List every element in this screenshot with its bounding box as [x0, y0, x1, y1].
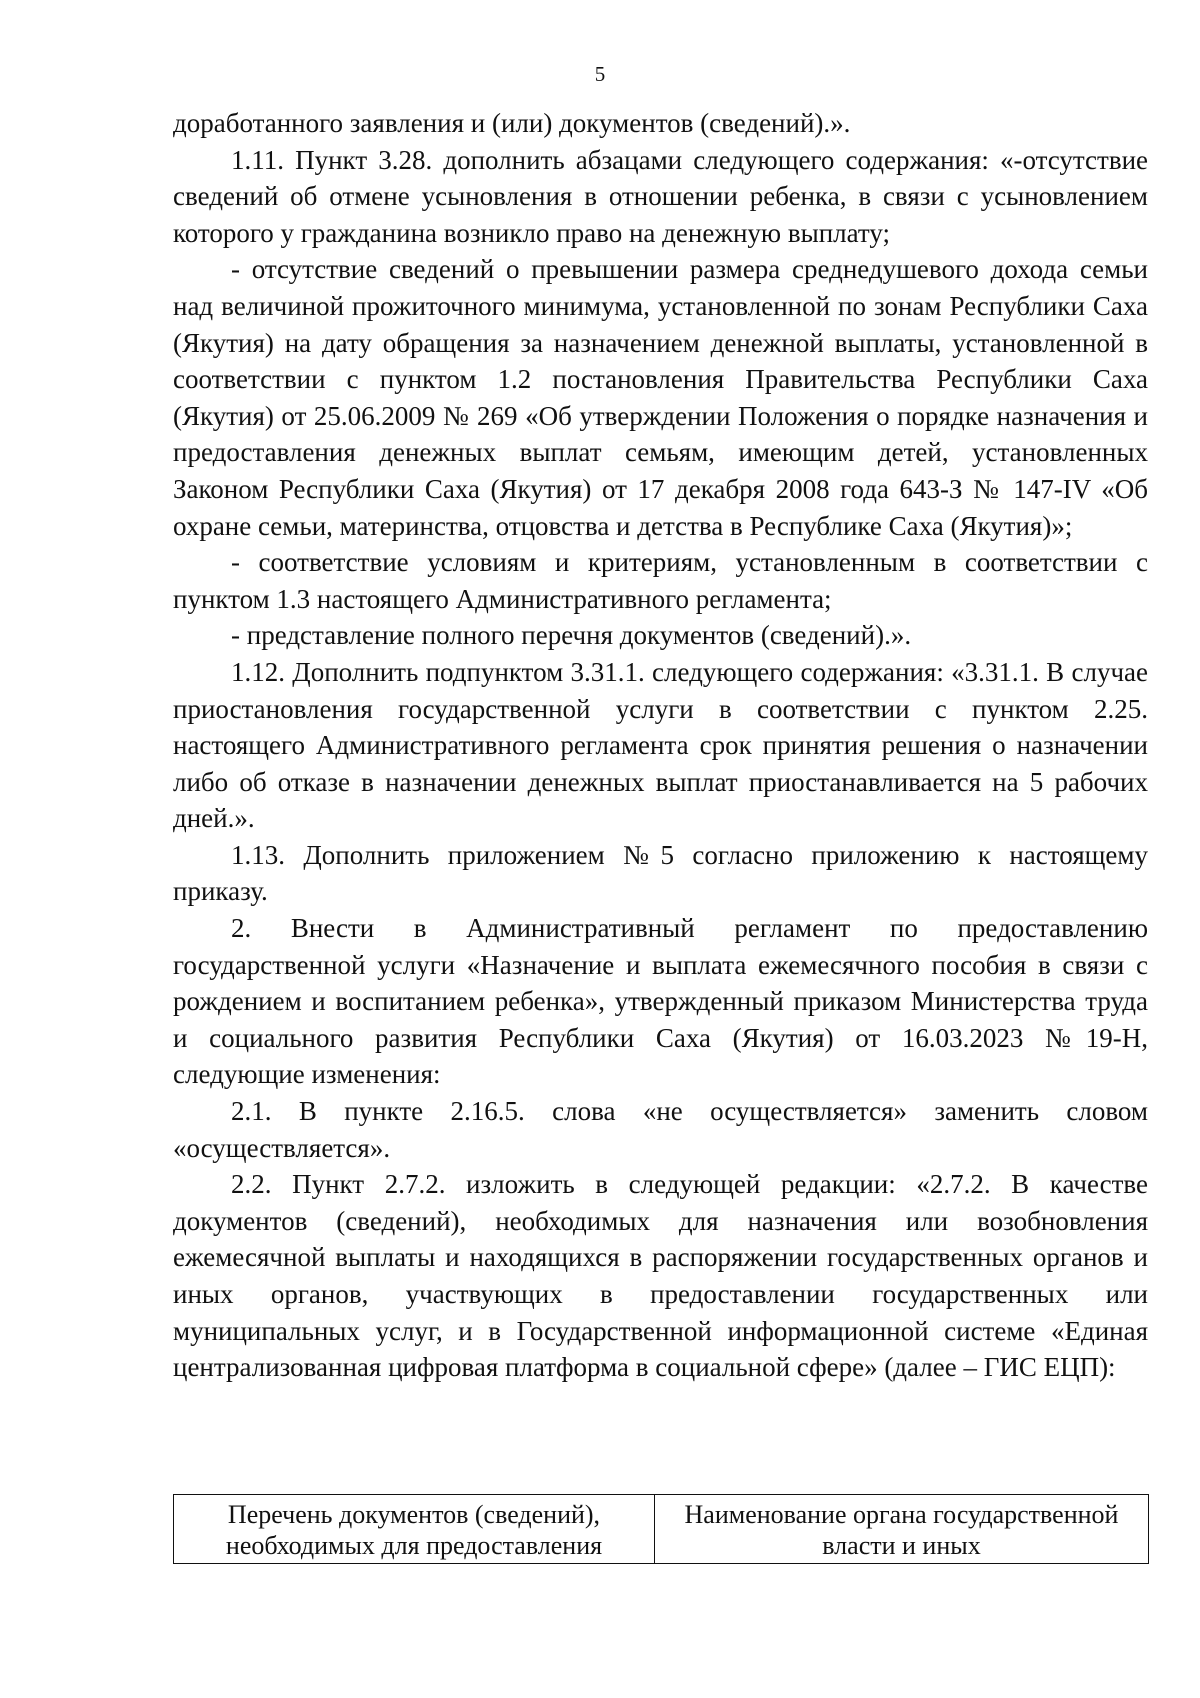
document-body [173, 105, 1148, 1386]
paragraph-2: 2. Внести в Административный регламент по предоставлению государственной услуги «Назначение и выплата ежемесячного пособия в связи с рождением и воспитанием ребенка», утвержденный приказом Министерства труда и социального развития Республики Саха (Якутия) от 16.03.2023 №19-Н, следующие изменения: [173, 913, 1148, 1090]
paragraph-1-11: 1.11. Пункт 3.28. дополнить абзацами следующего содержания: «-отсутствие сведений об отмене усыновления в отношении ребенка, в связи с усыновлением которого у гражданина возникло право на денежную выплату; [173, 144, 1148, 248]
paragraph-2-1: 2.1. В пункте 2.16.5. слова «не осуществляется» заменить словом «осуществляется». [173, 1096, 1148, 1163]
paragraph-continuation: доработанного заявления и (или) документов (сведений).». [173, 108, 851, 138]
paragraph-1-12: 1.12. Дополнить подпунктом 3.31.1. следующего содержания: «3.31.1. В случае приостановления государственной услуги в соответствии с пунктом 2.25. настоящего Административного регламента срок принятия решения о назначении либо об отказе в назначении денежных выплат приостанавливается на 5 рабочих дней.». [173, 656, 1148, 834]
paragraph-documents-condition: - представление полного перечня документов (сведений).». [231, 620, 912, 651]
table-header-documents-list: Перечень документов (сведений), необходимых для предоставления [174, 1495, 655, 1564]
page-number: 5 [594, 62, 606, 86]
paragraph-criteria-condition: - соответствие условиям и критериям, установленным в соответствии с пунктом 1.3 настоящего Административного регламента; [173, 547, 1148, 614]
paragraph-1-13: 1.13. Дополнить приложением №5 согласно приложению к настоящему приказу. [173, 839, 1148, 907]
paragraph-2-2: 2.2. Пункт 2.7.2. изложить в следующей редакции: «2.7.2. В качестве документов (сведений), необходимых для назначения или возобновления ежемесячной выплаты и находящихся в распоряжении государственных органов и иных органов, участвующих в предоставлении государственных или муниципальных услуг, и в Государственной информационной системе «Единая централизованная цифровая платформа в социальной сфере» (далее – ГИС ЕЦП): [173, 1169, 1148, 1383]
table-header-authority-name: Наименование органа государственной власти и иных [655, 1495, 1149, 1564]
table-header-row [174, 1495, 1149, 1564]
paragraph-income-condition: - отсутствие сведений о превышении размера среднедушевого дохода семьи над величиной прожиточного минимума, установленной по зонам Республики Саха (Якутия) на дату обращения за назначением денежной выплаты, установленной в соответствии с пунктом 1.2 постановления Правительства Республики Саха (Якутия) от 25.06.2009 № 269 «Об утверждении Положения о порядке назначения и предоставления денежных выплат семьям, имеющим детей, установленных Законом Республики Саха (Якутия) от 17 декабря 2008 года 643-З № 147-IV «Об охране семьи, материнства, отцовства и детства в Республике Саха (Якутия)»; [173, 254, 1148, 541]
documents-table [173, 1494, 1149, 1564]
